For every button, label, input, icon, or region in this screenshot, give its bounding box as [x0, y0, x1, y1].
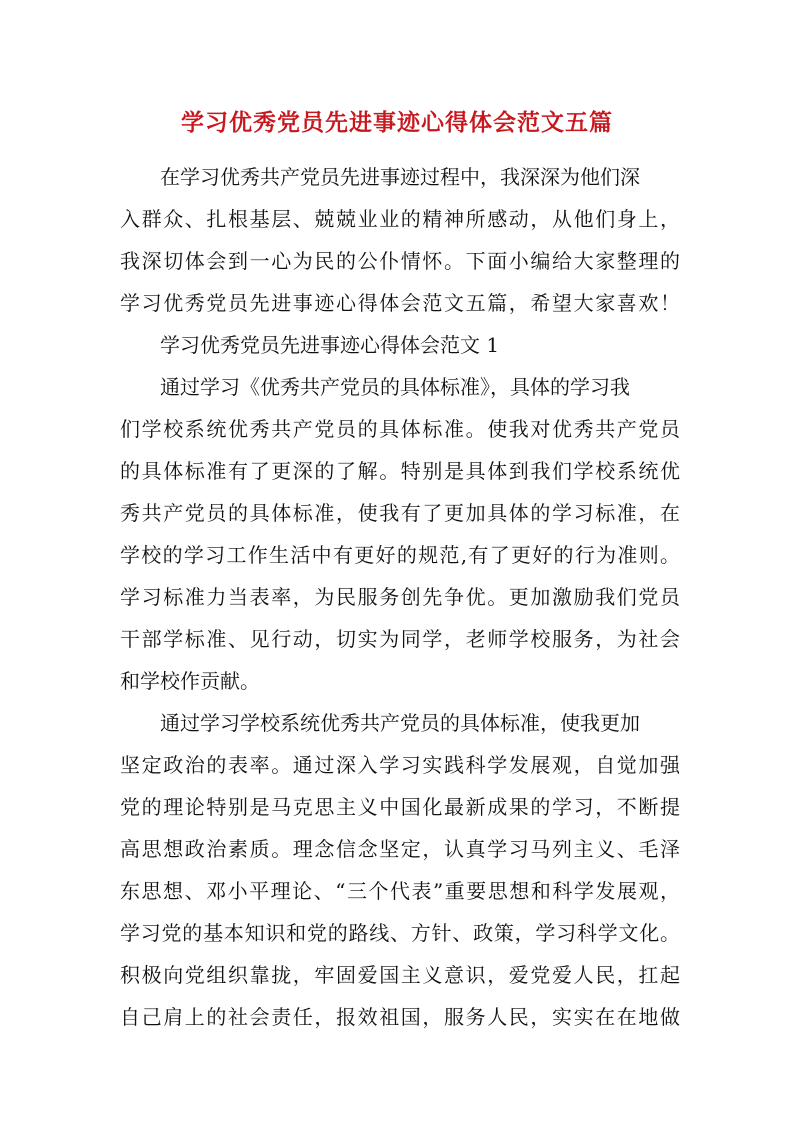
paragraph-line: 秀共产党员的具体标准，使我有了更加具体的学习标准，在 [120, 501, 680, 525]
paragraph-line: 和学校作贡献。 [120, 669, 260, 693]
section-heading: 学习优秀党员先进事迹心得体会范文 1 [160, 333, 500, 357]
document-title: 学习优秀党员先进事迹心得体会范文五篇 [181, 109, 613, 136]
paragraph-line: 们学校系统优秀共产党员的具体标准。使我对优秀共产党员 [120, 417, 680, 441]
paragraph-line: 的具体标准有了更深的了解。特别是具体到我们学校系统优 [120, 459, 680, 483]
paragraph-line: 自己肩上的社会责任，报效祖国，服务人民，实实在在地做 [120, 1005, 680, 1029]
paragraph-line: 东思想、邓小平理论、“三个代表”重要思想和科学发展观， [120, 879, 680, 903]
paragraph-line: 在学习优秀共产党员先进事迹过程中，我深深为他们深 [160, 165, 640, 189]
paragraph-line: 坚定政治的表率。通过深入学习实践科学发展观，自觉加强 [120, 753, 680, 777]
paragraph-line: 学习党的基本知识和党的路线、方针、政策，学习科学文化。 [120, 921, 680, 945]
paragraph-line: 学习标准力当表率，为民服务创先争优。更加激励我们党员 [120, 585, 680, 609]
paragraph-line: 我深切体会到一心为民的公仆情怀。下面小编给大家整理的 [120, 249, 680, 273]
paragraph-line: 学习优秀党员先进事迹心得体会范文五篇，希望大家喜欢！ [120, 291, 680, 315]
paragraph-line: 干部学标准、见行动，切实为同学，老师学校服务，为社会 [120, 627, 680, 651]
paragraph-line: 通过学习《优秀共产党员的具体标准》，具体的学习我 [160, 375, 630, 399]
paragraph-line: 通过学习学校系统优秀共产党员的具体标准，使我更加 [160, 711, 640, 735]
paragraph-line: 积极向党组织靠拢，牢固爱国主义意识，爱党爱人民，扛起 [120, 963, 680, 987]
paragraph-line: 学校的学习工作生活中有更好的规范,有了更好的行为准则。 [120, 543, 680, 567]
paragraph-line: 入群众、扎根基层、兢兢业业的精神所感动，从他们身上， [120, 207, 680, 231]
paragraph-line: 党的理论特别是马克思主义中国化最新成果的学习，不断提 [120, 795, 680, 819]
paragraph-line: 高思想政治素质。理念信念坚定，认真学习马列主义、毛泽 [120, 837, 680, 861]
